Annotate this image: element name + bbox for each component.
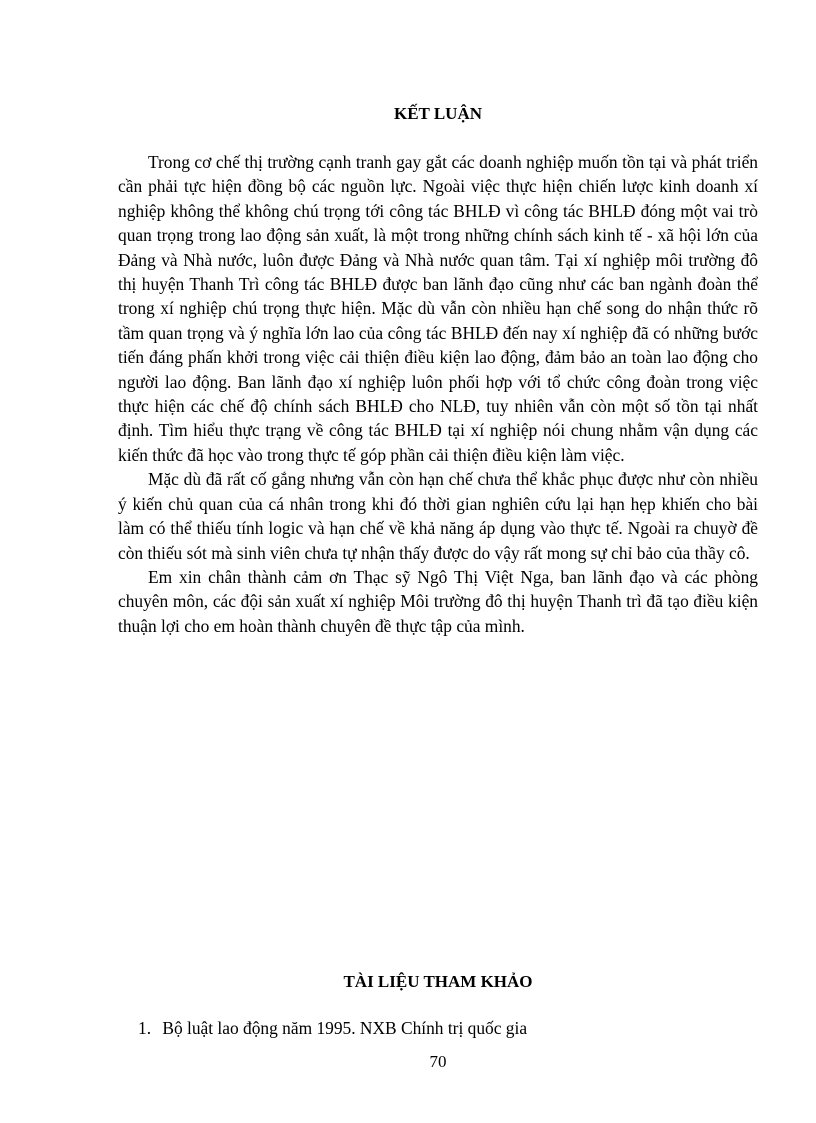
paragraph-1: Trong cơ chế thị trường cạnh tranh gay gắt các doanh nghiệp muốn tồn tại và phát triển cần phải tực hiện đồng bộ các nguồn lực. Ngoài việc thực hiện chiến lược kinh doanh xí nghiệp không thể không chú trọng tới công tác BHLĐ vì công tác BHLĐ đóng một vai trò quan trọng trong lao động sản xuất, là một trong những chính sách kinh tế - xã hội lớn của Đảng và Nhà nước, luôn được Đảng và Nhà nước quan tâm. Tại xí nghiệp môi trường đô thị huyện Thanh Trì công tác BHLĐ được ban lãnh đạo cũng như các ban ngành đoàn thể trong xí nghiệp chú trọng thực hiện. Mặc dù vẫn còn nhiều hạn chế song do nhận thức rõ tầm quan trọng và ý nghĩa lớn lao của công tác BHLĐ đến nay xí nghiệp đã có những bước tiến đáng phấn khởi trong việc cải thiện điều kiện lao động, đảm bảo an toàn lao động cho người lao động. Ban lãnh đạo xí nghiệp luôn phối hợp với tổ chức công đoàn trong việc thực hiện các chế độ chính sách BHLĐ cho NLĐ, tuy nhiên vẫn còn một số tồn tại nhất định. Tìm hiểu thực trạng về công tác BHLĐ tại xí nghiệp nói chung nhằm vận dụng các kiến thức đã học vào trong thực tế góp phần cải thiện điều kiện làm việc. xyxy=(118,152,758,465)
page-title: KẾT LUẬN xyxy=(393,104,482,123)
paragraph-3: Em xin chân thành cảm ơn Thạc sỹ Ngô Thị Việt Nga, ban lãnh đạo và các phòng chuyên môn, các đội sản xuất xí nghiệp Môi trường đô thị huyện Thanh trì đã tạo điều kiện thuận lợi cho em hoàn thành chuyên đề thực tập của mình. xyxy=(118,566,758,636)
page-number: 70 xyxy=(429,1052,447,1071)
references-title: TÀI LIỆU THAM KHẢO xyxy=(343,972,533,991)
reference-text: Bộ luật lao động năm 1995. NXB Chính trị quốc gia xyxy=(162,1018,528,1038)
reference-item xyxy=(138,1016,758,1040)
reference-number: 1. xyxy=(138,1018,152,1038)
conclusion-body xyxy=(118,150,758,638)
paragraph-2: Mặc dù đã rất cố gắng nhưng vẫn còn hạn chế chưa thể khắc phục được như còn nhiều ý kiến chủ quan của cá nhân trong khi đó thời gian nghiên cứu lại hạn hẹp khiến cho bài làm có thể thiếu tính logic và hạn chế về khả năng áp dụng vào thực tế. Ngoài ra chuyờ đề còn thiếu sót mà sinh viên chưa tự nhận thấy được do vậy rất mong sự chỉ bảo của thầy cô. xyxy=(118,469,758,563)
references-list xyxy=(138,1016,758,1040)
